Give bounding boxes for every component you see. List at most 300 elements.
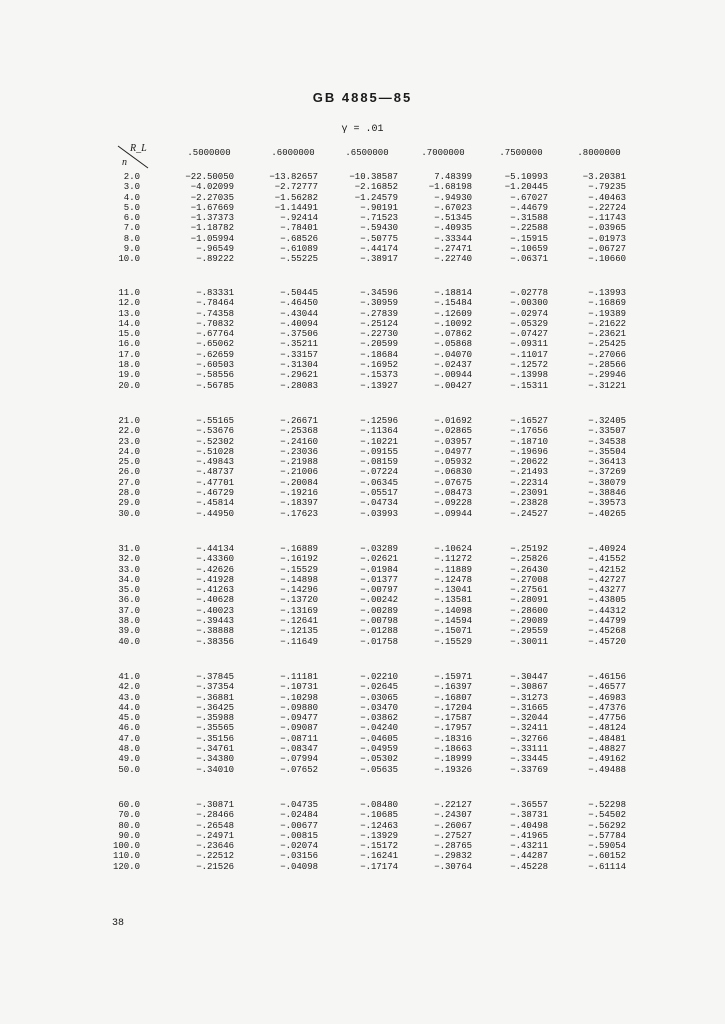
table-cell: −.13720 [280, 595, 318, 606]
table-cell: −.55225 [280, 254, 318, 265]
table-cell: −.08347 [280, 744, 318, 755]
table-cell: −.40498 [510, 820, 548, 831]
table-cell: 7.48399 [434, 172, 472, 182]
table-cell: −.17587 [434, 713, 472, 724]
table-cell: −.47756 [588, 713, 626, 724]
table-cell: −.31665 [510, 702, 548, 713]
table-cell: −.24307 [434, 810, 472, 821]
table-cell: −.25368 [280, 426, 318, 437]
table-cell: −.48481 [588, 733, 626, 744]
table-cell: −.31273 [510, 692, 548, 703]
table-cell: −.41263 [196, 585, 234, 596]
table-cell: −.83331 [196, 288, 234, 298]
row-label: 22.0 [118, 426, 140, 437]
table-cell: −.41965 [510, 830, 548, 841]
row-label: 33.0 [118, 564, 140, 575]
row-label: 39.0 [118, 626, 140, 637]
row-label: 70.0 [118, 810, 140, 821]
table-cell: −.24971 [196, 830, 234, 841]
table-cell: −.03289 [360, 544, 398, 554]
table-row [0, 360, 725, 370]
table-cell: −.18710 [510, 436, 548, 447]
row-label: 36.0 [118, 595, 140, 606]
table-cell: −.54502 [588, 810, 626, 821]
table-cell: −.00289 [360, 605, 398, 616]
row-label: 34.0 [118, 574, 140, 585]
table-cell: −.26430 [510, 564, 548, 575]
table-cell: −.44799 [588, 616, 626, 627]
column-header: .8000000 [577, 148, 621, 158]
table-row [0, 288, 725, 298]
table-cell: −.56292 [588, 820, 626, 831]
table-row [0, 329, 725, 339]
table-cell: −.33769 [510, 764, 548, 775]
table-cell: −.03470 [360, 702, 398, 713]
row-label: 31.0 [118, 544, 140, 554]
table-cell: −.70832 [196, 318, 234, 329]
table-cell: −.28091 [510, 595, 548, 606]
table-cell: −.23828 [510, 498, 548, 509]
table-cell: −.41928 [196, 574, 234, 585]
table-cell: −.28466 [196, 810, 234, 821]
table-group [0, 288, 725, 391]
table-cell: −.20084 [280, 477, 318, 488]
table-cell: −.16869 [588, 298, 626, 309]
row-label: 2.0 [123, 172, 140, 182]
table-cell: −.03993 [360, 508, 398, 519]
table-cell: −.15172 [360, 841, 398, 852]
table-cell: −.05302 [360, 754, 398, 765]
table-cell: −.03156 [280, 851, 318, 862]
table-cell: −.04734 [360, 498, 398, 509]
table-cell: −.04605 [360, 733, 398, 744]
table-cell: −.16241 [360, 851, 398, 862]
table-row [0, 467, 725, 477]
table-cell: −1.56282 [274, 192, 318, 203]
table-cell: −2.16852 [354, 182, 398, 193]
table-cell: −.40094 [280, 318, 318, 329]
table-cell: −.12641 [280, 616, 318, 627]
table-cell: −.00242 [360, 595, 398, 606]
table-cell: −.17656 [510, 426, 548, 437]
table-cell: −.15311 [510, 380, 548, 391]
table-row [0, 851, 725, 861]
row-label: 90.0 [118, 830, 140, 841]
table-cell: −.37845 [196, 672, 234, 682]
table-cell: −.51028 [196, 446, 234, 457]
table-cell: −.48827 [588, 744, 626, 755]
table-cell: −3.20381 [582, 172, 626, 182]
table-cell: −.13041 [434, 585, 472, 596]
table-cell: −.38846 [588, 488, 626, 499]
table-cell: −.20622 [510, 457, 548, 468]
table-cell: −.28600 [510, 605, 548, 616]
table-row [0, 172, 725, 182]
row-label: 14.0 [118, 318, 140, 329]
corner-bottom-label: n [122, 157, 127, 168]
table-cell: −.30011 [510, 636, 548, 647]
table-cell: −.13929 [360, 830, 398, 841]
table-cell: −.44174 [360, 244, 398, 255]
table-row [0, 703, 725, 713]
table-cell: −.39573 [588, 498, 626, 509]
table-cell: −.52302 [196, 436, 234, 447]
row-label: 19.0 [118, 370, 140, 381]
table-cell: −.47701 [196, 477, 234, 488]
table-cell: −.44679 [510, 202, 548, 213]
table-cell: −.13581 [434, 595, 472, 606]
table-cell: −.37506 [280, 329, 318, 340]
table-cell: −1.67669 [190, 202, 234, 213]
table-cell: −.00677 [280, 820, 318, 831]
table-cell: −.49488 [588, 764, 626, 775]
table-cell: −.42152 [588, 564, 626, 575]
table-cell: −.40924 [588, 544, 626, 554]
table-cell: −.46729 [196, 488, 234, 499]
row-label: 18.0 [118, 360, 140, 371]
table-cell: −.59054 [588, 841, 626, 852]
table-cell: −.16807 [434, 692, 472, 703]
table-cell: −.22724 [588, 202, 626, 213]
table-cell: −.67764 [196, 329, 234, 340]
table-cell: −.18316 [434, 733, 472, 744]
table-cell: −.09311 [510, 339, 548, 350]
table-cell: −.10624 [434, 544, 472, 554]
table-cell: −.42727 [588, 574, 626, 585]
table-cell: −2.27035 [190, 192, 234, 203]
table-cell: −.10221 [360, 436, 398, 447]
column-header: .5000000 [187, 148, 231, 158]
table-cell: −.27527 [434, 830, 472, 841]
table-row [0, 626, 725, 636]
table-row [0, 298, 725, 308]
table-cell: −.44312 [588, 605, 626, 616]
table-cell: −.33507 [588, 426, 626, 437]
table-cell: −.32044 [510, 713, 548, 724]
table-cell: −.56785 [196, 380, 234, 391]
table-cell: −.90191 [360, 202, 398, 213]
table-cell: −.04735 [280, 800, 318, 810]
table-cell: −.03862 [360, 713, 398, 724]
table-cell: −.11017 [510, 349, 548, 360]
row-label: 21.0 [118, 416, 140, 426]
table-cell: −.16889 [280, 544, 318, 554]
table-cell: −.49162 [588, 754, 626, 765]
table-cell: −.27561 [510, 585, 548, 596]
table-cell: −.19389 [588, 308, 626, 319]
table-cell: −.07652 [280, 764, 318, 775]
row-label: 27.0 [118, 477, 140, 488]
table-cell: −.21006 [280, 467, 318, 478]
table-cell: −.37269 [588, 467, 626, 478]
column-header: .6500000 [345, 148, 389, 158]
row-label: 29.0 [118, 498, 140, 509]
table-cell: −.38079 [588, 477, 626, 488]
table-cell: −.31304 [280, 360, 318, 371]
table-cell: −.59430 [360, 223, 398, 234]
table-group [0, 416, 725, 519]
table-cell: −.05932 [434, 457, 472, 468]
table-cell: −.33344 [434, 233, 472, 244]
table-cell: −.25826 [510, 554, 548, 565]
table-cell: −.11649 [280, 636, 318, 647]
table-cell: −.28083 [280, 380, 318, 391]
table-cell: −.92414 [280, 213, 318, 224]
table-cell: −.04959 [360, 744, 398, 755]
table-cell: −.40628 [196, 595, 234, 606]
table-row [0, 765, 725, 775]
table-cell: −.12596 [360, 416, 398, 426]
table-cell: −.71523 [360, 213, 398, 224]
table-cell: −.16397 [434, 682, 472, 693]
table-group [0, 800, 725, 872]
table-row [0, 244, 725, 254]
table-cell: −.20599 [360, 339, 398, 350]
table-cell: −.11364 [360, 426, 398, 437]
table-cell: −.12478 [434, 574, 472, 585]
row-label: 43.0 [118, 692, 140, 703]
table-row [0, 203, 725, 213]
table-cell: −.32411 [510, 723, 548, 734]
table-cell: −.96549 [196, 244, 234, 255]
table-cell: −.10685 [360, 810, 398, 821]
row-label: 110.0 [112, 851, 140, 862]
table-cell: −.46156 [588, 672, 626, 682]
table-cell: −.07675 [434, 477, 472, 488]
table-cell: −.35988 [196, 713, 234, 724]
table-cell: −.32766 [510, 733, 548, 744]
table-cell: −.06830 [434, 467, 472, 478]
table-cell: −.35565 [196, 723, 234, 734]
table-cell: −.05329 [510, 318, 548, 329]
row-label: 38.0 [118, 616, 140, 627]
table-cell: −.11181 [280, 672, 318, 682]
table-cell: −.55165 [196, 416, 234, 426]
table-cell: −.26067 [434, 820, 472, 831]
table-row [0, 234, 725, 244]
table-cell: −.02437 [434, 360, 472, 371]
table-cell: −.24160 [280, 436, 318, 447]
table-row [0, 595, 725, 605]
table-cell: −.18999 [434, 754, 472, 765]
table-cell: −.45814 [196, 498, 234, 509]
table-cell: −.34010 [196, 764, 234, 775]
table-cell: −.43211 [510, 841, 548, 852]
table-cell: −.12135 [280, 626, 318, 637]
table-cell: −.34596 [360, 288, 398, 298]
table-cell: −.01984 [360, 564, 398, 575]
table-row [0, 309, 725, 319]
page-header: GB 4885—85 [312, 90, 413, 105]
table-row [0, 672, 725, 682]
table-cell: −.15373 [360, 370, 398, 381]
table-cell: −.10659 [510, 244, 548, 255]
table-cell: −.02865 [434, 426, 472, 437]
table-cell: −.13993 [588, 288, 626, 298]
table-cell: −.21988 [280, 457, 318, 468]
table-cell: −.29559 [510, 626, 548, 637]
row-label: 23.0 [118, 436, 140, 447]
table-cell: −.36413 [588, 457, 626, 468]
table-cell: −.02621 [360, 554, 398, 565]
table-group [0, 544, 725, 647]
row-label: 3.0 [123, 182, 140, 193]
table-cell: −.00797 [360, 585, 398, 596]
table-corner-header [116, 144, 150, 170]
column-header: .6000000 [271, 148, 315, 158]
table-cell: −.00798 [360, 616, 398, 627]
table-cell: −.45268 [588, 626, 626, 637]
table-cell: −.34538 [588, 436, 626, 447]
table-cell: −.00300 [510, 298, 548, 309]
table-row [0, 606, 725, 616]
table-cell: −.33157 [280, 349, 318, 360]
table-cell: −.65062 [196, 339, 234, 350]
table-cell: −.19696 [510, 446, 548, 457]
table-row [0, 821, 725, 831]
table-cell: −.19326 [434, 764, 472, 775]
table-cell: −.36425 [196, 702, 234, 713]
table-row [0, 447, 725, 457]
table-cell: −.58556 [196, 370, 234, 381]
table-cell: −.23091 [510, 488, 548, 499]
table-cell: −.03965 [588, 223, 626, 234]
table-cell: −.60152 [588, 851, 626, 862]
table-row [0, 544, 725, 554]
table-cell: −4.02099 [190, 182, 234, 193]
table-cell: −.03957 [434, 436, 472, 447]
table-cell: −.40023 [196, 605, 234, 616]
row-label: 32.0 [118, 554, 140, 565]
table-group [0, 172, 725, 265]
table-cell: −.10298 [280, 692, 318, 703]
table-cell: −.30959 [360, 298, 398, 309]
table-cell: −1.18782 [190, 223, 234, 234]
table-cell: −.94930 [434, 192, 472, 203]
table-cell: −.13927 [360, 380, 398, 391]
row-label: 25.0 [118, 457, 140, 468]
table-cell: −.29946 [588, 370, 626, 381]
table-row [0, 213, 725, 223]
table-cell: −.46983 [588, 692, 626, 703]
table-cell: −1.68198 [428, 182, 472, 193]
table-cell: −.67023 [434, 202, 472, 213]
table-cell: −.15484 [434, 298, 472, 309]
row-label: 4.0 [123, 192, 140, 203]
table-cell: −.33111 [510, 744, 548, 755]
table-cell: −.26548 [196, 820, 234, 831]
table-row [0, 862, 725, 872]
table-cell: −.02778 [510, 288, 548, 298]
table-cell: −.25425 [588, 339, 626, 350]
table-cell: −.31588 [510, 213, 548, 224]
table-cell: −.35211 [280, 339, 318, 350]
table-cell: −.06345 [360, 477, 398, 488]
table-cell: −.52298 [588, 800, 626, 810]
row-label: 20.0 [118, 380, 140, 391]
table-cell: −.44950 [196, 508, 234, 519]
row-label: 28.0 [118, 488, 140, 499]
table-cell: −.17204 [434, 702, 472, 713]
table-cell: −.09880 [280, 702, 318, 713]
table-cell: −.18663 [434, 744, 472, 755]
table-cell: −.43277 [588, 585, 626, 596]
table-cell: −1.37373 [190, 213, 234, 224]
table-row [0, 182, 725, 192]
table-cell: −.11743 [588, 213, 626, 224]
table-row [0, 554, 725, 564]
table-cell: −.27839 [360, 308, 398, 319]
table-cell: −.25192 [510, 544, 548, 554]
row-label: 120.0 [112, 861, 140, 872]
table-cell: −.74358 [196, 308, 234, 319]
table-row [0, 350, 725, 360]
table-cell: −.12572 [510, 360, 548, 371]
table-group [0, 672, 725, 775]
table-cell: −.30447 [510, 672, 548, 682]
table-cell: −.32405 [588, 416, 626, 426]
table-cell: −.24527 [510, 508, 548, 519]
table-cell: −.34761 [196, 744, 234, 755]
table-row [0, 339, 725, 349]
table-cell: −.26671 [280, 416, 318, 426]
table-cell: −.14594 [434, 616, 472, 627]
table-cell: −.21493 [510, 467, 548, 478]
table-cell: −.04070 [434, 349, 472, 360]
table-cell: −.04098 [280, 861, 318, 872]
table-cell: −.02974 [510, 308, 548, 319]
table-row [0, 734, 725, 744]
table-cell: −.29621 [280, 370, 318, 381]
table-cell: −.15071 [434, 626, 472, 637]
table-cell: −10.38587 [349, 172, 398, 182]
table-cell: −.15529 [280, 564, 318, 575]
table-cell: −.42626 [196, 564, 234, 575]
table-row [0, 426, 725, 436]
table-cell: −.02645 [360, 682, 398, 693]
table-cell: −.08473 [434, 488, 472, 499]
table-cell: −.09228 [434, 498, 472, 509]
table-row [0, 478, 725, 488]
table-cell: −.49843 [196, 457, 234, 468]
table-cell: −.44287 [510, 851, 548, 862]
table-cell: −.68526 [280, 233, 318, 244]
table-cell: −.22314 [510, 477, 548, 488]
table-row [0, 693, 725, 703]
table-cell: −.01758 [360, 636, 398, 647]
table-cell: −.40935 [434, 223, 472, 234]
row-label: 60.0 [118, 800, 140, 810]
table-cell: −.21622 [588, 318, 626, 329]
row-label: 10.0 [118, 254, 140, 265]
row-label: 100.0 [112, 841, 140, 852]
table-cell: −.10660 [588, 254, 626, 265]
table-cell: −.17623 [280, 508, 318, 519]
table-cell: −13.82657 [269, 172, 318, 182]
table-cell: −.62659 [196, 349, 234, 360]
row-label: 7.0 [123, 223, 140, 234]
table-cell: −.45720 [588, 636, 626, 647]
table-cell: −.67027 [510, 192, 548, 203]
table-cell: −2.72777 [274, 182, 318, 193]
table-cell: −.08480 [360, 800, 398, 810]
table-cell: −.06371 [510, 254, 548, 265]
table-cell: −.18814 [434, 288, 472, 298]
table-cell: −.10092 [434, 318, 472, 329]
table-cell: −.29089 [510, 616, 548, 627]
table-cell: −.12609 [434, 308, 472, 319]
table-cell: −.14296 [280, 585, 318, 596]
